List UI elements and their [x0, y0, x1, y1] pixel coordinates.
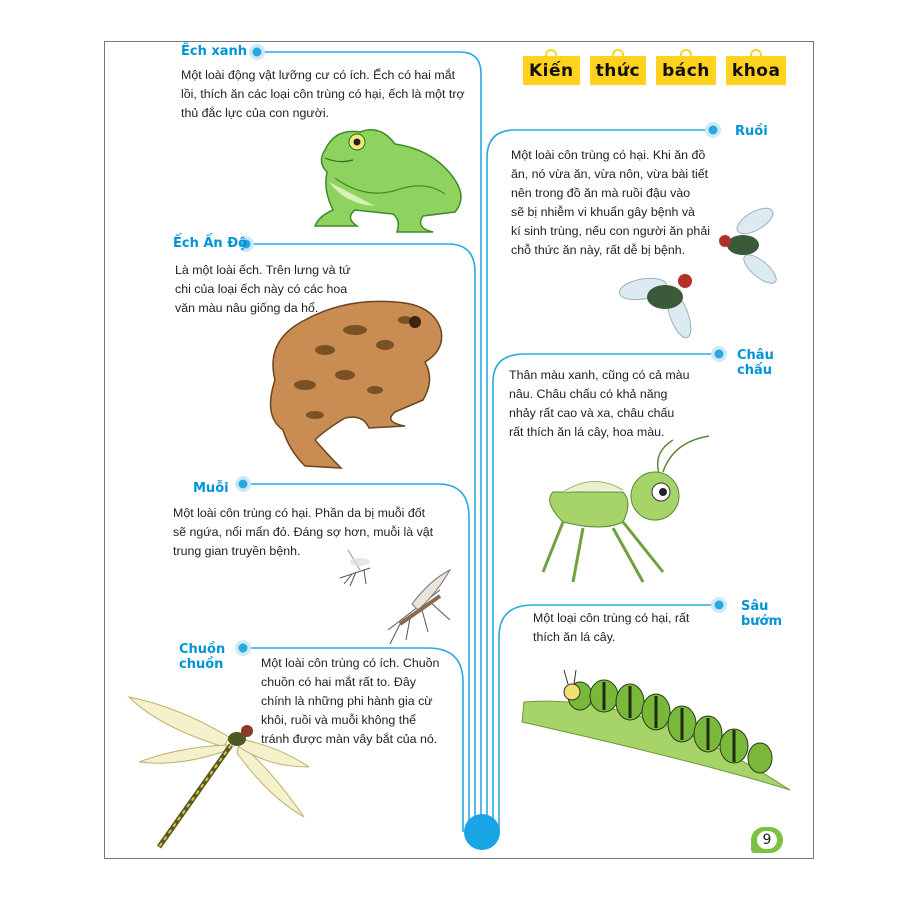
- desc-line: Một loài động vật lưỡng cư có ích. Ếch có hai mắt: [181, 68, 456, 82]
- title-line: Chuồn: [179, 642, 226, 657]
- caterpillar-illustration: [520, 662, 800, 802]
- indian-frog-illustration: [245, 290, 445, 475]
- desc-line: Thân màu xanh, cũng có cả màu: [509, 368, 690, 382]
- desc-line: Là một loài ếch. Trên lưng và tứ: [175, 263, 351, 277]
- desc-line: ăn, nó vừa ăn, vừa nôn, vừa bài tiết: [511, 167, 709, 181]
- page-number: 9: [757, 831, 777, 849]
- desc-sau-buom: [533, 609, 689, 647]
- green-frog-illustration: [305, 120, 475, 235]
- dragonfly-illustration: [119, 687, 309, 857]
- title-sau-buom: Sâu bướm: [741, 599, 783, 629]
- book-page: [104, 41, 814, 859]
- desc-line: nâu. Châu chấu có khả năng: [509, 387, 668, 401]
- desc-line: Một loài côn trùng có ích. Chuồn: [261, 656, 440, 670]
- desc-ech-xanh: [181, 66, 465, 123]
- desc-line: thủ đắc lực của con người.: [181, 106, 330, 120]
- badge-word: bách: [656, 56, 716, 85]
- desc-line: chỗ thức ăn này, rất dễ bị bệnh.: [511, 243, 686, 257]
- desc-line: Một loài côn trùng có hại. Phần da bị muỗi đốt: [173, 506, 426, 520]
- grasshopper-illustration: [523, 432, 713, 597]
- desc-line: văn màu nâu giống da hổ.: [175, 301, 319, 315]
- desc-line: thích ăn lá cây.: [533, 630, 616, 644]
- desc-line: khôi, ruồi và muỗi không thể: [261, 713, 416, 727]
- title-ruoi: Ruồi: [735, 124, 768, 139]
- fly-illustration: [615, 207, 785, 342]
- desc-line: rất thích ăn lá cây, hoa màu.: [509, 425, 665, 439]
- desc-line: tránh được màn vây bắt của nó.: [261, 732, 438, 746]
- desc-line: sẽ bị nhiễm vi khuẩn gây bệnh và: [511, 205, 695, 219]
- mosquito-illustration: [330, 540, 460, 650]
- desc-line: trung gian truyền bệnh.: [173, 544, 301, 558]
- page-number-badge: [751, 827, 783, 853]
- desc-line: chính là những phi hành gia cừ: [261, 694, 433, 708]
- desc-line: chi của loại ếch này có các hoa: [175, 282, 348, 296]
- desc-line: Một loài côn trùng có hại. Khi ăn đồ: [511, 148, 706, 162]
- desc-chau-chau: [509, 366, 689, 442]
- desc-line: kí sinh trùng, nếu con người ăn phải: [511, 224, 710, 238]
- title-chuon-chuon: [179, 642, 225, 672]
- desc-line: Một loại côn trùng có hại, rất: [533, 611, 690, 625]
- title-muoi: Muỗi: [193, 481, 229, 496]
- desc-line: nên trong đồ ăn mà ruồi đậu vào: [511, 186, 691, 200]
- title-ech-an-do: Ếch Ấn Độ: [173, 236, 248, 251]
- encyclopedia-badge: [523, 56, 786, 85]
- desc-line: chuồn có hai mắt rất to. Đây: [261, 675, 416, 689]
- badge-word: Kiến: [523, 56, 580, 85]
- badge-word: thức: [590, 56, 646, 85]
- desc-line: lồi, thích ăn các loại côn trùng có hại, ếch là một trợ: [181, 87, 465, 101]
- title-line: chuồn: [179, 657, 224, 672]
- title-chau-chau: Châu chấu: [737, 348, 774, 378]
- desc-line: sẽ ngứa, nổi mẩn đỏ. Đáng sợ hơn, muỗi là vật: [173, 525, 434, 539]
- desc-line: nhảy rất cao và xa, châu chấu: [509, 406, 675, 420]
- title-ech-xanh: Ếch xanh: [181, 44, 248, 59]
- badge-word: khoa: [726, 56, 787, 85]
